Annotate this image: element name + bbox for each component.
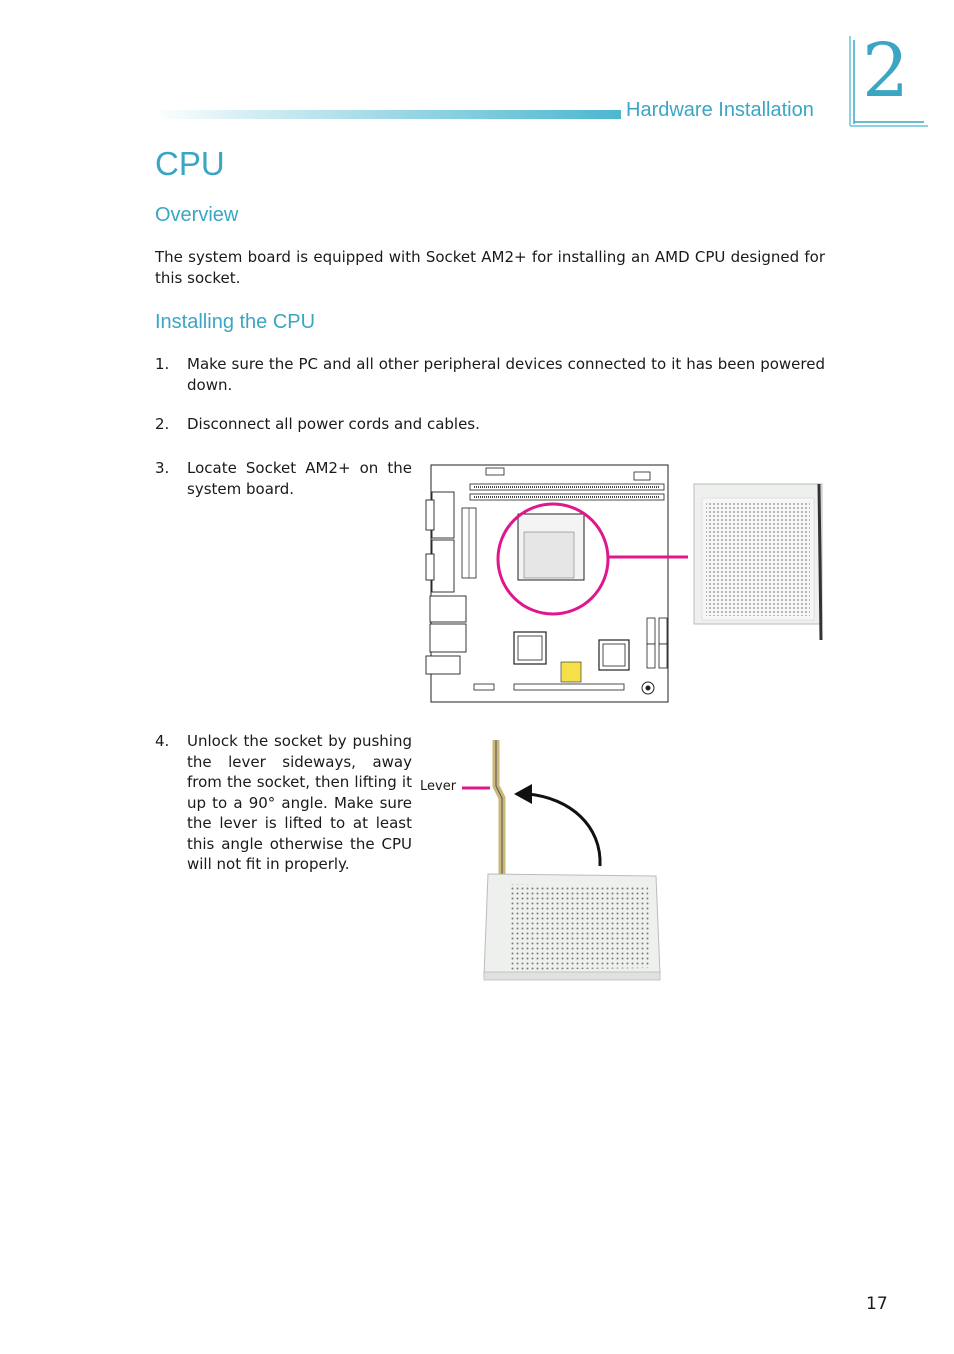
- step-2-number: 2.: [155, 415, 170, 433]
- step-1-number: 1.: [155, 355, 170, 373]
- header-rule: [155, 110, 621, 119]
- overview-heading: Overview: [155, 204, 239, 226]
- page-number: 17: [866, 1294, 888, 1314]
- section-title: Hardware Installation: [626, 99, 814, 121]
- step-4-number: 4.: [155, 732, 170, 750]
- installing-heading: Installing the CPU: [155, 311, 316, 333]
- step-2-text: Disconnect all power cords and cables.: [187, 415, 480, 433]
- step-3-number: 3.: [155, 459, 170, 477]
- lever-label: Lever: [420, 779, 457, 794]
- step-4-text: Unlock the socket by pushing the lever sideways, away from the socket, then lifting it up to a 90° angle. Make sure the lever is lifted to at least this angle otherwise the CPU will not fit in properly.: [187, 732, 412, 873]
- step-1-text: Make sure the PC and all other peripheral devices connected to it has been powered down.: [187, 355, 825, 394]
- chapter-number: 2: [862, 28, 910, 114]
- socket-lever-figure: [420, 736, 670, 988]
- overview-text: The system board is equipped with Socket AM2+ for installing an AMD CPU designed for this socket.: [155, 248, 825, 287]
- motherboard-figure: [424, 462, 826, 706]
- page-title: CPU: [155, 145, 225, 182]
- step-3-text: Locate Socket AM2+ on the system board.: [187, 459, 412, 498]
